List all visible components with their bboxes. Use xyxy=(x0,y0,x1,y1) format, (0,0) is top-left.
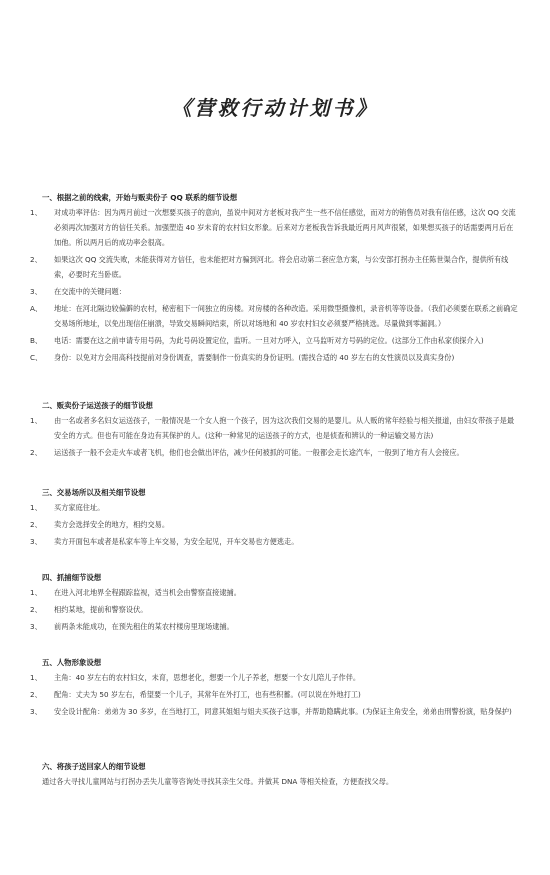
section-title: 六、将孩子送回家人的细节设想 xyxy=(42,762,146,771)
list-item xyxy=(30,301,518,331)
section-2 xyxy=(30,400,518,460)
list-item xyxy=(30,619,518,634)
item-text: 地址：在河北隔边较偏僻的农村，秘密租下一间独立的房楼。对房楼的各种改造。采用微型摄像机，录音机等等设备。（我们必须要在联系之前确定交易场所地址，以免出现信任崩溃，导致交易瞬间结束，所以对场地和 40 岁农村妇女必须要严格挑选。尽量做到零漏洞。） xyxy=(54,304,518,328)
item-label: B、 xyxy=(30,336,43,345)
item-text: 相约某地，提前和警察设伏。 xyxy=(54,605,148,614)
item-text: 由一名或者多名妇女运送孩子，一般情况是一个女人抱一个孩子，因为这次我们交易的是婴儿。从人贩的常年经验与相关报道，由妇女带孩子是最安全的方式。但也有可能在身边有其保护的人。(这种一种常见的运送孩子的方式，也是侦查和辨认的一种运输交易方法) xyxy=(54,416,515,440)
list-item xyxy=(30,500,518,515)
list-item xyxy=(30,445,518,460)
item-label: 3、 xyxy=(30,622,42,631)
item-text: 对成功率评估：因为两月前过一次想要买孩子的意向，虽说中间对方老板对我产生一些不信任感觉，而对方的销售员对我有信任感，这次 QQ 交流必须再次加强对方的信任关系。加强塑造 40 岁未育的农村妇女形象。后来对方老板我告诉我最近两月风声很紧，如果想买孩子的话需要两月后在加他。所以两月后的成功率会很高。 xyxy=(54,208,516,247)
item-text: 运送孩子一般不会走火车或者飞机，他们也会做出评估，减少任何被抓的可能。一般都会走长途汽车，一般到了地方有人会接应。 xyxy=(54,448,464,457)
list-item xyxy=(30,585,518,600)
section-title: 五、人物形象设想 xyxy=(42,658,102,667)
list-item xyxy=(30,670,518,685)
item-label: 2、 xyxy=(30,520,42,529)
section-title: 一、根据之前的线索，开始与贩卖份子 QQ 联系的细节设想 xyxy=(42,193,238,202)
list-item xyxy=(30,687,518,702)
section-6 xyxy=(42,761,518,789)
item-text: 配角：丈夫为 50 岁左右，希望要一个儿子，其常年在外打工，也有些积蓄。(可以说在外地打工) xyxy=(54,690,361,699)
item-text: 买方家庭住址。 xyxy=(54,503,105,512)
list-item xyxy=(30,205,518,250)
item-label: 3、 xyxy=(30,707,42,716)
list-item xyxy=(30,704,518,719)
item-label: 3、 xyxy=(30,537,42,546)
section-title: 三、交易场所以及相关细节设想 xyxy=(42,488,146,497)
item-text: 在交流中的关键问题： xyxy=(54,287,126,296)
item-text: 卖方会选择安全的地方，相约交易。 xyxy=(54,520,170,529)
list-item xyxy=(30,350,518,365)
item-text: 如果这次 QQ 交流失败，未能获得对方信任，也未能把对方骗到河北。将会启动第二套应急方案，与公安部打拐办主任陈世渠合作，提供所有线索，必要时充当卧底。 xyxy=(54,255,509,279)
list-item xyxy=(30,602,518,617)
section-4 xyxy=(30,572,518,634)
section-3 xyxy=(30,487,518,549)
item-text: 卖方开面包车或者是私家车等上车交易，为安全起见，开车交易也方便逃走。 xyxy=(54,537,299,546)
item-label: 2、 xyxy=(30,605,42,614)
item-label: 1、 xyxy=(30,208,42,217)
item-text: 安全设计配角：弟弟为 30 多岁，在当地打工，同意其姐姐与姐夫买孩子这事，并帮助隐瞒此事。(为保证主角安全，弟弟由刑警扮演，贴身保护) xyxy=(54,707,512,716)
item-label: C、 xyxy=(30,353,43,362)
item-text: 通过各大寻找儿童网站与打拐办丢失儿童等咨询处寻找其亲生父母。并做其 DNA 等相关检查，方便查找父母。 xyxy=(42,777,394,786)
item-label: A、 xyxy=(30,304,43,313)
item-text: 在进入河北地界全程跟踪监视，适当机会由警察直接逮捕。 xyxy=(54,588,241,597)
item-text: 身份：以免对方会用高科技提前对身份调查，需要制作一份真实的身份证明。(需找合适的 40 岁左右的女性演员以及真实身份) xyxy=(54,353,455,362)
item-text: 电话：需要在这之前申请专用号码，为此号码设置定位，监听。一旦对方呼入，立马监听对方号码的定位。(这部分工作由私家侦探介入) xyxy=(54,336,484,345)
section-5 xyxy=(30,657,518,719)
section-title: 四、抓捕细节设想 xyxy=(42,573,102,582)
list-item xyxy=(30,284,518,299)
list-item xyxy=(30,517,518,532)
list-item xyxy=(30,333,518,348)
list-item xyxy=(42,774,518,789)
item-text: 前两条未能成功，在预先租住的某农村楼房里现场逮捕。 xyxy=(54,622,234,631)
item-label: 2、 xyxy=(30,255,42,264)
section-1 xyxy=(30,192,518,365)
list-item xyxy=(30,534,518,549)
item-label: 1、 xyxy=(30,673,42,682)
item-label: 1、 xyxy=(30,416,42,425)
list-item xyxy=(30,252,518,282)
item-label: 2、 xyxy=(30,448,42,457)
list-item xyxy=(30,413,518,443)
section-title: 二、贩卖份子运送孩子的细节设想 xyxy=(42,401,153,410)
item-label: 3、 xyxy=(30,287,42,296)
item-label: 1、 xyxy=(30,503,42,512)
item-label: 2、 xyxy=(30,690,42,699)
item-text: 主角：40 岁左右的农村妇女，未育，思想老化，想要一个儿子养老，想要一个女儿陪儿子作伴。 xyxy=(54,673,361,682)
document-title: 《营救行动计划书》 xyxy=(171,96,379,120)
item-label: 1、 xyxy=(30,588,42,597)
